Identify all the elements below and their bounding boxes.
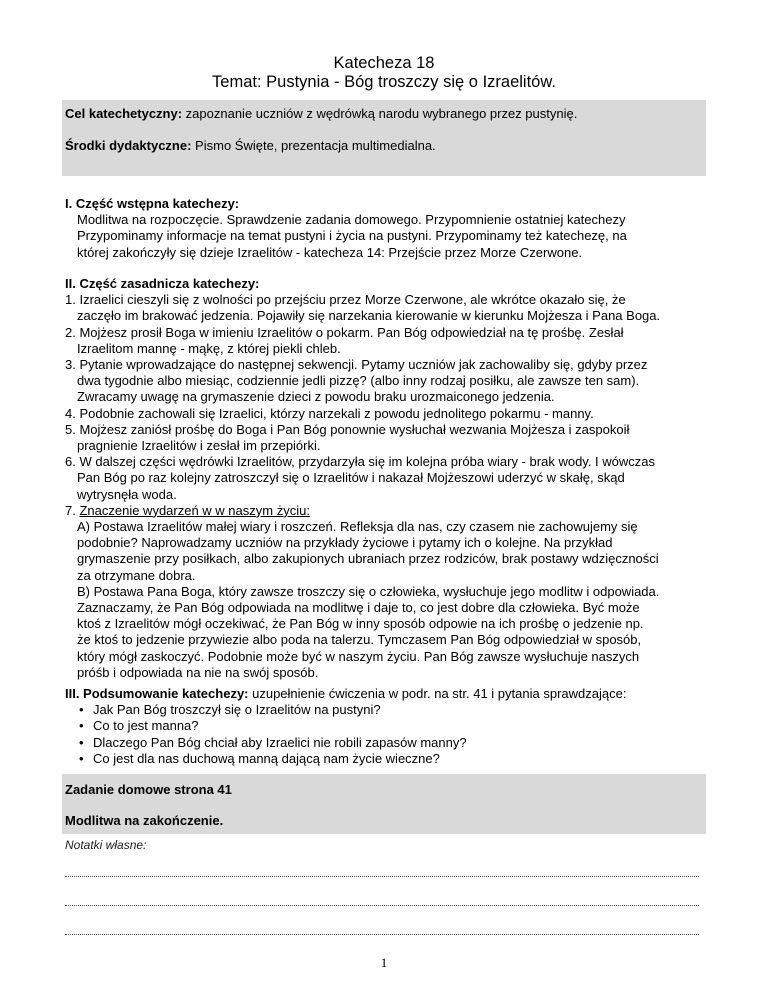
item-7-line: który mógł zaskoczyć. Podobnie może być w naszym życiu. Pan Bóg zawsze wysłuchuje naszych <box>77 648 640 664</box>
list-item-line: 6. W dalszej części wędrówki Izraelitów, przydarzyła się im kolejna próba wiary - brak wody. I wówczas <box>65 454 656 470</box>
means-text: Pismo Święte, prezentacja multimedialna. <box>191 138 436 153</box>
item-7-line: grymaszenie przy posiłkach, albo zakupionych ubraniach przez rodziców, brak postawy wdzięczności <box>77 551 659 567</box>
part-1-line: Modlitwa na rozpoczęcie. Sprawdzenie zadania domowego. Przypomnienie ostatniej katechezy <box>77 212 626 228</box>
part-2-items <box>65 292 708 503</box>
item-7-underlined: Znaczenie wydarzeń w w naszym życiu: <box>79 502 310 518</box>
item-7-line: A) Postawa Izraelitów małej wiary i roszczeń. Refleksja dla nas, czy czasem nie zachowujemy się <box>77 519 638 535</box>
item-7-line: Zaznaczamy, że Pan Bóg odpowiada na modlitwę i daje to, co jest dobre dla człowieka. Być może <box>77 600 640 616</box>
item-7-body <box>65 519 708 681</box>
part-1 <box>65 196 708 261</box>
closing-prayer: Modlitwa na zakończenie. <box>65 813 224 828</box>
list-item-line: 5. Mojżesz zaniósł prośbę do Boga i Pan Bóg ponownie wysłuchał wezwania Mojżesza i zaspokoił <box>65 421 630 437</box>
part-1-heading: I. Część wstępna katechezy: <box>65 196 240 211</box>
item-7-line: że ktoś to jedzenie przywiezie albo poda na talerzu. Tymczasem Pan Bóg odpowiedział w sposób, <box>77 632 642 648</box>
item-7-line: B) Postawa Pana Boga, który zawsze troszczy się o człowieka, wysłuchuje jego modlitw i odpowiada. <box>77 583 660 599</box>
item-7-line: próśb i odpowiada na nie na swój sposób. <box>77 664 319 680</box>
part-2-heading: II. Część zasadnicza katechezy: <box>65 276 260 291</box>
list-item-line: Zwracamy uwagę na grymaszenie dzieci z powodu braku urozmaiconego jedzenia. <box>77 389 555 405</box>
item-7-heading <box>65 503 708 519</box>
means-line <box>65 138 436 154</box>
list-item-line: Pan Bóg po raz kolejny zatroszczył się o Izraelitów i nakazał Mojżeszowi uderzyć w skałę, skąd <box>77 470 625 486</box>
item-7-number: 7. <box>65 502 80 518</box>
part-1-line: Przypominamy informacje na temat pustyni i życia na pustyni. Przypominamy też katechezę, na <box>77 228 627 244</box>
list-item-line: 1. Izraelici cieszyli się z wolności po przejściu przez Morze Czerwone, ale wkrótce okazało się, że <box>65 292 626 308</box>
notes-line[interactable] <box>65 934 699 935</box>
item-7-line: podobnie? Naprowadzamy uczniów na przykłady życiowe i pytamy ich o kolejne. Na przykład <box>77 535 613 551</box>
list-item-line: dwa tygodnie albo miesiąc, codziennie jedli pizzę? (albo inny rodzaj posiłku, ale zawsze ten sam). <box>77 373 640 389</box>
part-3 <box>65 686 708 767</box>
notes-label: Notatki własne: <box>65 838 147 852</box>
goal-line <box>65 106 577 122</box>
part-2 <box>65 276 708 681</box>
list-item-line: 3. Pytanie wprowadzające do następnej sekwencji. Pytamy uczniów jak zachowaliby się, gdyby przez <box>65 357 648 373</box>
list-item-line: zaczęło im brakować jedzenia. Pojawiły się narzekania kierowanie w kierunku Mojżesza i Pana Boga. <box>77 308 661 324</box>
page-number: 1 <box>380 955 388 970</box>
list-item-line: pragnienie Izraelitów i zesłał im przepiórki. <box>77 438 321 454</box>
part-3-heading-line <box>65 686 708 702</box>
notes-line[interactable] <box>65 876 699 877</box>
list-item: • Dlaczego Pan Bóg chciał aby Izraelici nie robili zapasów manny? <box>79 735 708 751</box>
list-item-line: Izraelitom mannę - mąkę, z której piekli chleb. <box>77 340 341 356</box>
goal-label: Cel katechetyczny: <box>65 106 183 121</box>
lesson-title: Katecheza 18 <box>333 54 435 72</box>
list-item-line: 4. Podobnie zachowali się Izraelici, którzy narzekali z powodu jednolitego pokarmu - manny. <box>65 405 594 421</box>
review-questions <box>65 702 708 767</box>
notes-line[interactable] <box>65 905 699 906</box>
list-item: • Jak Pan Bóg troszczył się o Izraelitów na pustyni? <box>79 702 708 718</box>
part-3-heading: III. Podsumowanie katechezy: <box>65 686 249 701</box>
list-item-line: 2. Mojżesz prosił Boga w imieniu Izraelitów o pokarm. Pan Bóg odpowiedział na tę prośbę. Zesłał <box>65 324 624 340</box>
homework: Zadanie domowe strona 41 <box>65 782 232 797</box>
item-7-line: ktoś z Izraelitów mógł oczekiwać, że Pan Bóg w inny sposób odpowie na ich prośbę o jedzenie np. <box>77 616 644 632</box>
list-item: • Co to jest manna? <box>79 718 708 734</box>
goal-text: zapoznanie uczniów z wędrówką narodu wybranego przez pustynię. <box>182 106 578 121</box>
list-item-line: wytrysnęła woda. <box>77 486 177 502</box>
means-label: Środki dydaktyczne: <box>65 138 192 153</box>
item-7-line: za otrzymane dobra. <box>77 567 196 583</box>
lesson-subtitle: Temat: Pustynia - Bóg troszczy się o Izraelitów. <box>212 73 556 91</box>
part-3-text: uzupełnienie ćwiczenia w podr. na str. 41 i pytania sprawdzające: <box>248 686 627 701</box>
part-1-line: której zakończyły się dzieje Izraelitów - katecheza 14: Przejście przez Morze Czerwone. <box>77 244 583 260</box>
list-item: • Co jest dla nas duchową manną dającą nam życie wieczne? <box>79 751 708 767</box>
